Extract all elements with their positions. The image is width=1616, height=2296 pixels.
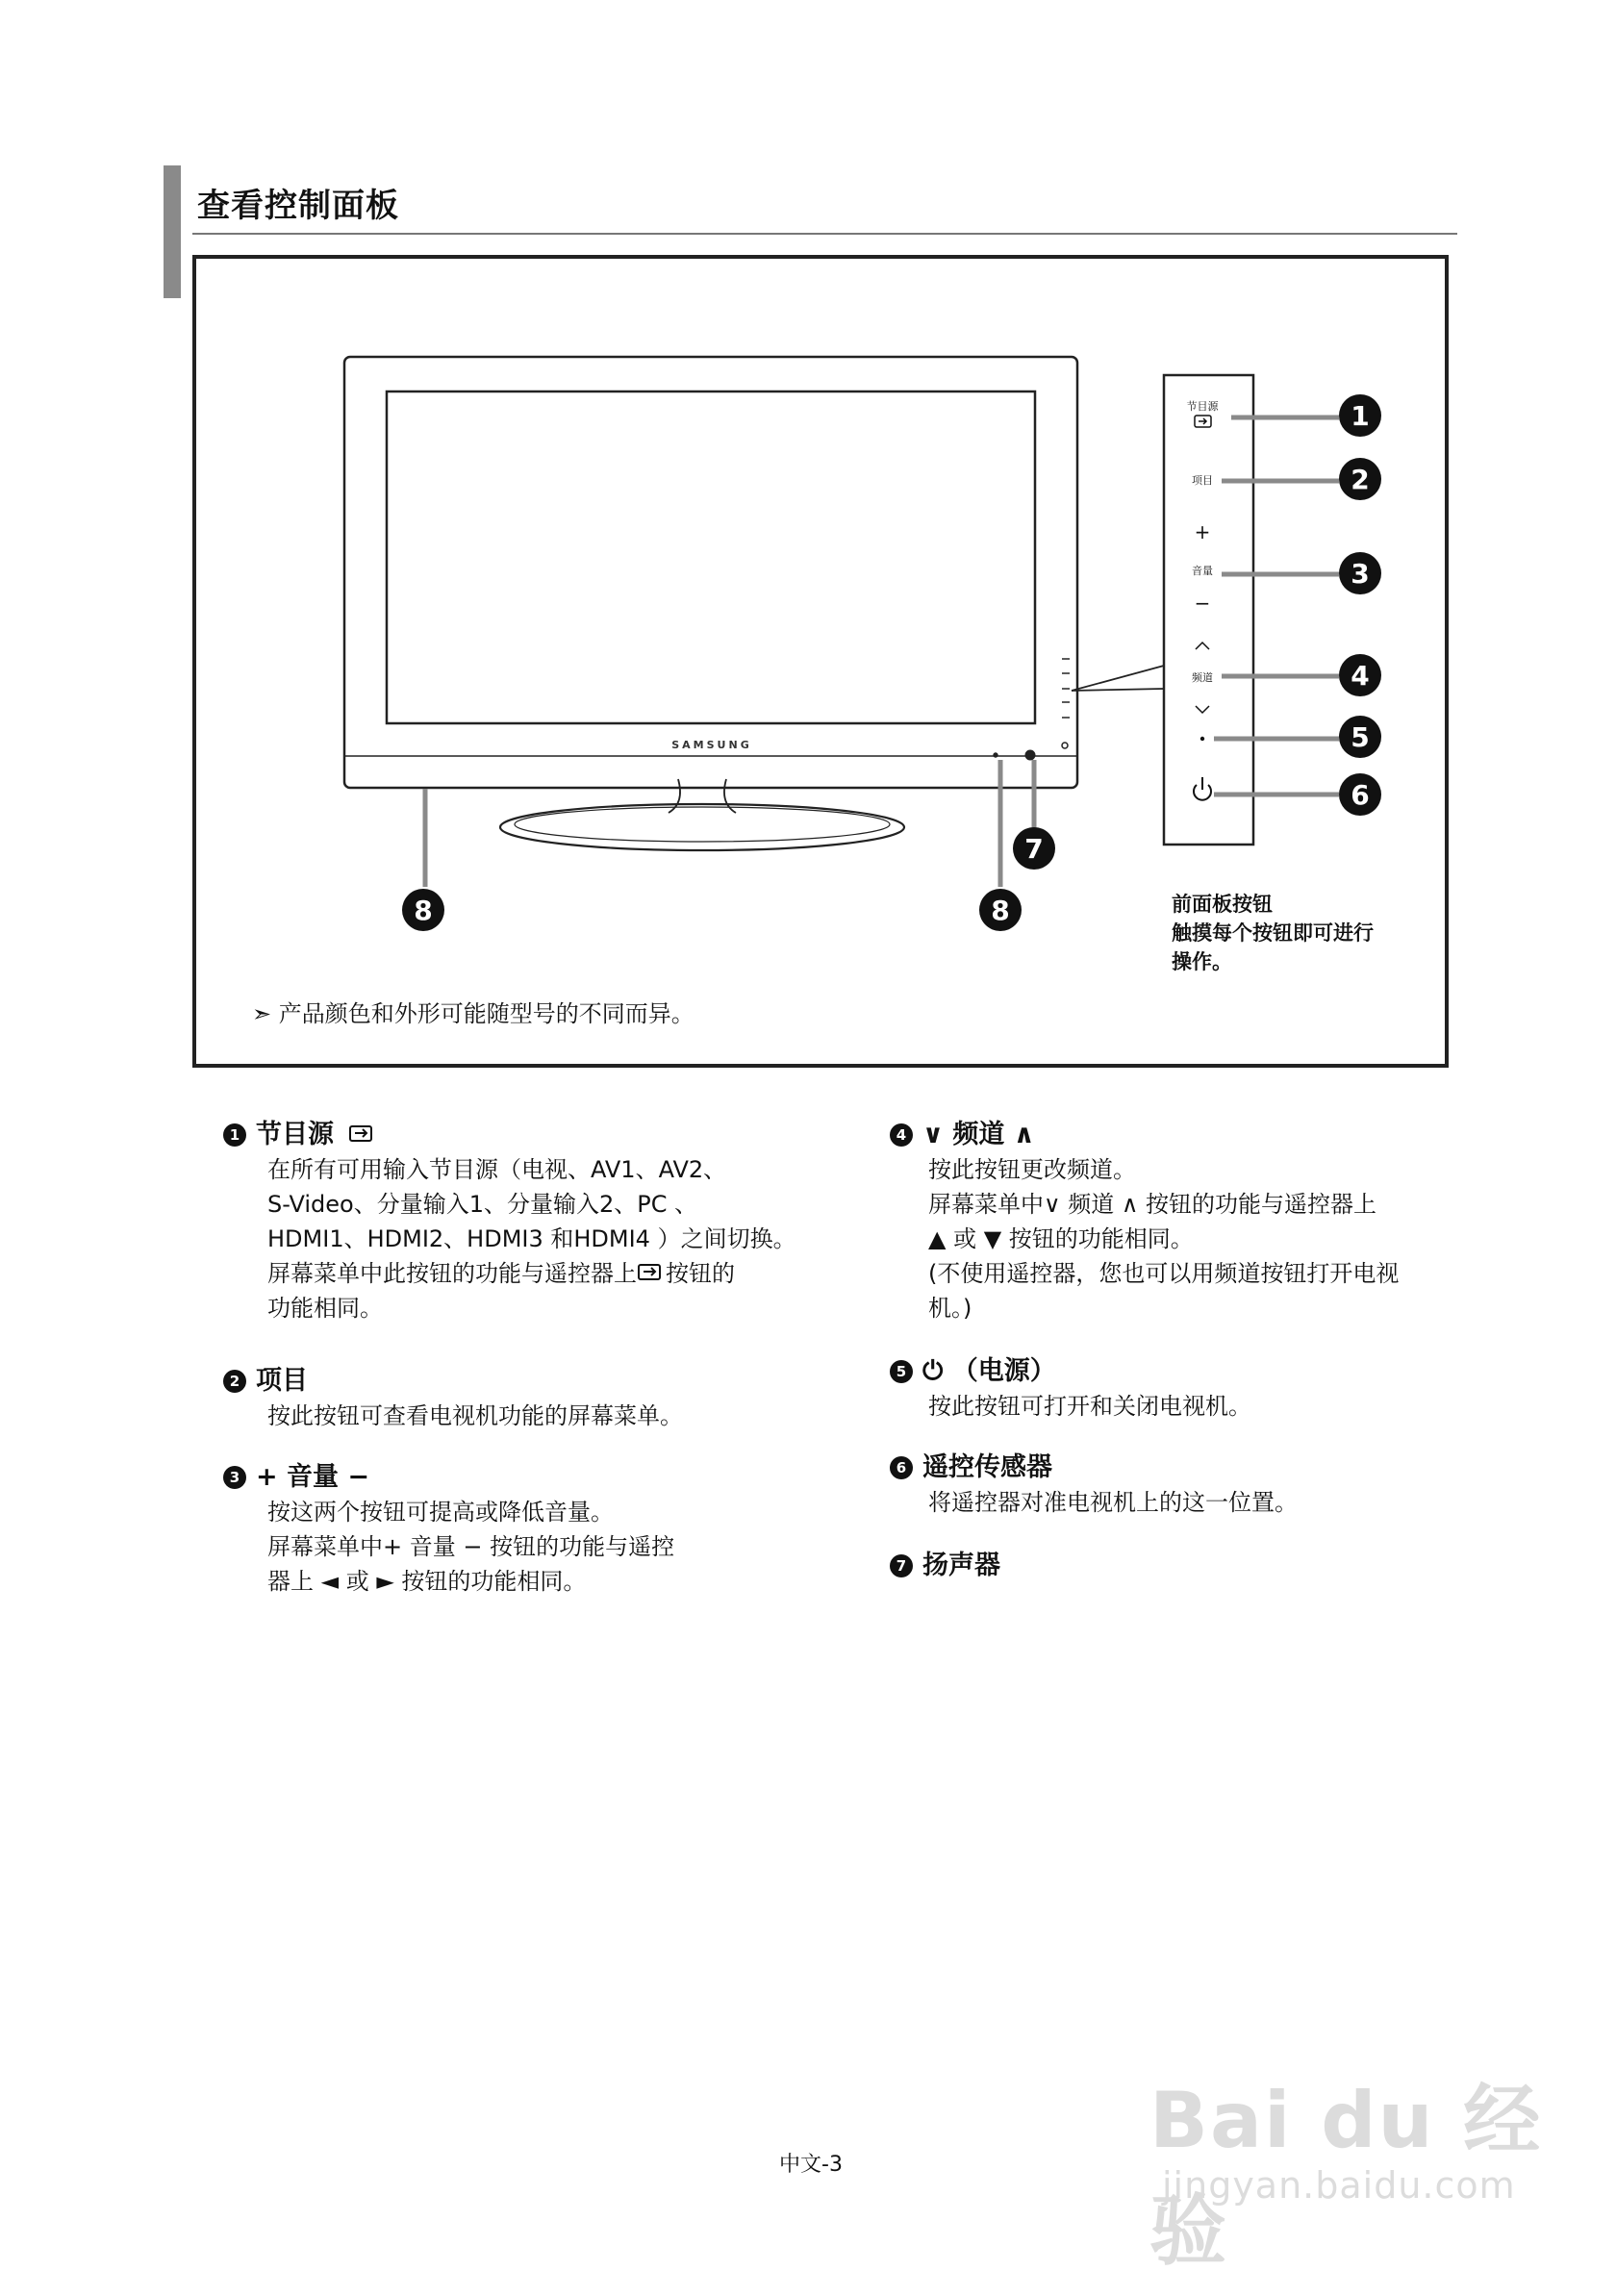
item-title: 扬声器 [922, 1551, 1000, 1580]
item-line: 功能相同。 [267, 1295, 383, 1322]
item-source [223, 1118, 796, 1325]
callout-6: 6 [1339, 773, 1381, 816]
front-panel-caption [1172, 890, 1374, 976]
speaker-dot [1025, 750, 1035, 760]
item-line: 屏幕菜单中+ 音量 − 按钮的功能与遥控 [267, 1533, 675, 1560]
callout-3: 3 [1339, 552, 1381, 594]
callout-8-left: 8 [402, 889, 444, 931]
item-speaker [890, 1549, 1000, 1583]
item-remote-sensor [890, 1451, 1298, 1520]
item-line: 将遥控器对准电视机上的这一位置。 [928, 1489, 1298, 1516]
callout-1: 1 [1339, 394, 1381, 437]
tv-illustration [344, 357, 1164, 850]
item-line: ▲ 或 ▼ 按钮的功能相同。 [928, 1225, 1194, 1252]
watermark-logo: Bai du 经验 [1149, 2076, 1543, 2276]
item-number: 7 [890, 1554, 913, 1577]
caption-line-1: 触摸每个按钮即可进行 [1172, 921, 1374, 945]
item-line: S-Video、分量输入1、分量输入2、PC 、 [267, 1191, 698, 1218]
source-input-icon [348, 1123, 377, 1145]
item-title: + 音量 − [256, 1462, 370, 1492]
source-label: 节目源 [1186, 400, 1219, 413]
menu-label: 项目 [1192, 474, 1213, 487]
remote-sensor-dot [994, 753, 997, 757]
item-title: ⏻ （电源） [922, 1356, 1056, 1386]
callout-7: 7 [1013, 827, 1055, 870]
volume-plus-label: + [1194, 520, 1211, 543]
source-input-icon [637, 1262, 666, 1283]
model-note: ➣ 产品颜色和外形可能随型号的不同而异。 [252, 1000, 694, 1027]
item-channel [890, 1118, 1399, 1325]
volume-minus-label: − [1194, 592, 1211, 615]
item-title: 遥控传感器 [922, 1452, 1052, 1482]
item-volume [223, 1460, 674, 1599]
item-line: 器上 ◄ 或 ► 按钮的功能相同。 [267, 1568, 587, 1595]
watermark-url: jingyan.baidu.com [1162, 2164, 1516, 2207]
page-number: 中文-3 [779, 2153, 843, 2177]
callout-5: 5 [1339, 716, 1381, 758]
sensor-dot-icon [1200, 737, 1204, 741]
item-line: 按此按钮可查看电视机功能的屏幕菜单。 [267, 1402, 683, 1429]
item-title: ∨ 频道 ∧ [922, 1120, 1035, 1149]
item-line-suffix: 按钮的 [666, 1260, 735, 1287]
item-title: 项目 [256, 1366, 308, 1396]
callout-8-right: 8 [979, 889, 1022, 931]
item-number: 2 [223, 1370, 246, 1393]
item-line: 按这两个按钮可提高或降低音量。 [267, 1499, 614, 1526]
item-line: 屏幕菜单中∨ 频道 ∧ 按钮的功能与遥控器上 [928, 1191, 1377, 1218]
item-menu [223, 1364, 683, 1433]
section-title: 查看控制面板 [197, 187, 399, 225]
item-line: 在所有可用输入节目源（电视、AV1、AV2、 [267, 1156, 727, 1183]
callout-2: 2 [1339, 458, 1381, 500]
item-number: 1 [223, 1123, 246, 1147]
caption-title: 前面板按钮 [1172, 893, 1273, 916]
tv-screen [387, 391, 1035, 723]
channel-label: 频道 [1192, 671, 1213, 684]
item-number: 4 [890, 1123, 913, 1147]
tv-diagram [0, 0, 1616, 1077]
item-number: 3 [223, 1466, 246, 1489]
item-number: 6 [890, 1456, 913, 1479]
tv-stand-base [500, 804, 904, 850]
item-line-text: 屏幕菜单中此按钮的功能与遥控器上 [267, 1260, 637, 1287]
caption-line-2: 操作。 [1172, 950, 1232, 973]
item-title: 节目源 [256, 1120, 334, 1149]
item-power [890, 1354, 1251, 1424]
item-line [267, 1256, 796, 1291]
item-number: 5 [890, 1360, 913, 1383]
item-line: 按此按钮可打开和关闭电视机。 [928, 1393, 1251, 1420]
brand-logo: SAMSUNG [671, 739, 752, 751]
item-line: HDMI1、HDMI2、HDMI3 和HDMI4 ）之间切换。 [267, 1225, 796, 1252]
volume-label: 音量 [1192, 565, 1213, 577]
item-line: 机。) [928, 1295, 972, 1322]
item-line: (不使用遥控器，您也可以用频道按钮打开电视 [928, 1260, 1400, 1287]
callout-4: 4 [1339, 654, 1381, 696]
item-line: 按此按钮更改频道。 [928, 1156, 1136, 1183]
